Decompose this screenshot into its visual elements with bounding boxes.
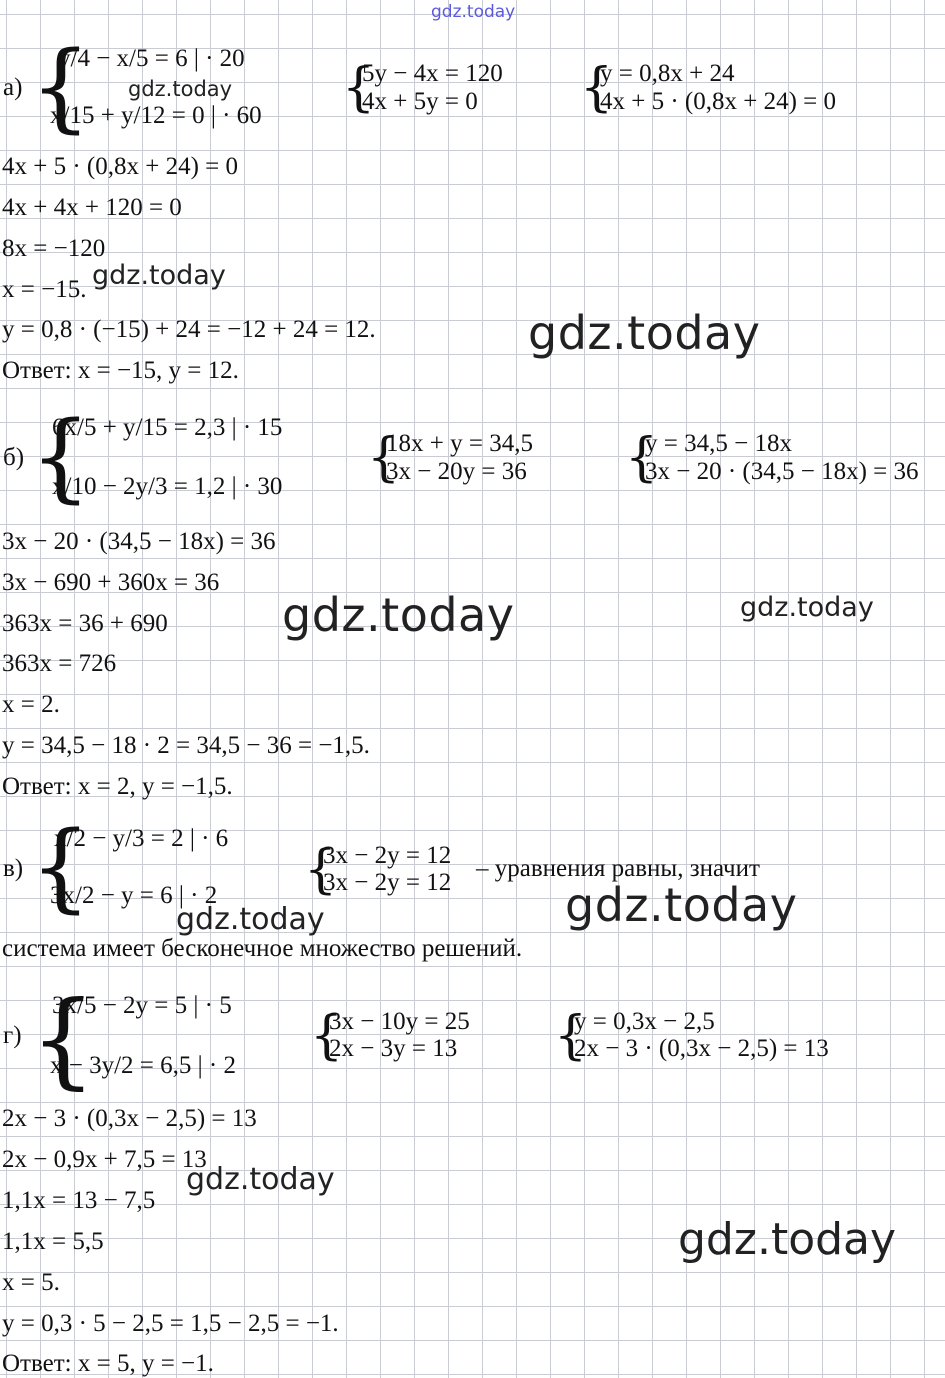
watermark-g-1: gdz.today <box>186 1162 335 1197</box>
brace-a-2: { <box>342 58 376 118</box>
part-a-step-5: y = 0,8 · (−15) + 24 = −12 + 24 = 12. <box>2 316 376 343</box>
part-a-answer: Ответ: x = −15, y = 12. <box>2 357 239 384</box>
watermark-a-1: gdz.today <box>128 77 233 101</box>
part-g-system1-eq2: x − 3y/2 = 6,5 | · 2 <box>50 1052 236 1079</box>
watermark-top: gdz.today <box>431 2 516 22</box>
brace-g-1: { <box>30 978 97 1100</box>
brace-a-1: { <box>30 31 92 143</box>
part-a-step-2: 4x + 4x + 120 = 0 <box>2 194 182 221</box>
part-b-step-1: 3x − 20 · (34,5 − 18x) = 36 <box>2 528 276 555</box>
part-b-system2-eq2: 3x − 20y = 36 <box>386 458 527 485</box>
part-a-system1-eq1: y/4 − x/5 = 6 | · 20 <box>58 45 245 72</box>
part-v-system1-eq2: 3x/2 − y = 6 | · 2 <box>50 882 218 909</box>
part-v-conclusion: система имеет бесконечное множество решений. <box>2 935 523 962</box>
brace-g-2: { <box>310 1006 344 1066</box>
part-a-step-4: x = −15. <box>2 276 87 303</box>
part-a-system1-eq2: x/15 + y/12 = 0 | · 60 <box>50 102 262 129</box>
watermark-a-2: gdz.today <box>92 260 226 291</box>
part-b-system3-eq1: y = 34,5 − 18x <box>645 430 792 457</box>
part-b-step-6: y = 34,5 − 18 · 2 = 34,5 − 36 = −1,5. <box>2 732 370 759</box>
part-g-step-2: 2x − 0,9x + 7,5 = 13 <box>2 1146 207 1173</box>
watermark-v-2: gdz.today <box>565 878 798 932</box>
watermark-g-2: gdz.today <box>678 1214 897 1265</box>
part-b-step-2: 3x − 690 + 360x = 36 <box>2 569 220 596</box>
part-a-label: а) <box>3 74 23 101</box>
part-b-step-5: x = 2. <box>2 691 60 718</box>
part-g-system2-eq2: 2x − 3y = 13 <box>329 1035 458 1062</box>
part-a-system2-eq1: 5y − 4x = 120 <box>362 60 503 87</box>
part-g-answer: Ответ: x = 5, y = −1. <box>2 1350 214 1377</box>
watermark-a-3: gdz.today <box>528 306 761 360</box>
part-b-system1-eq1: 6x/5 + y/15 = 2,3 | · 15 <box>52 414 283 441</box>
brace-b-2: { <box>367 428 401 488</box>
watermark-v-1: gdz.today <box>176 902 325 937</box>
part-a-step-1: 4x + 5 · (0,8x + 24) = 0 <box>2 153 239 180</box>
part-g-step-5: x = 5. <box>2 1269 60 1296</box>
part-g-step-6: y = 0,3 · 5 − 2,5 = 1,5 − 2,5 = −1. <box>2 1310 339 1337</box>
part-a-step-3: 8x = −120 <box>2 235 106 262</box>
part-v-note: – уравнения равны, значит <box>476 855 760 882</box>
part-g-step-4: 1,1x = 5,5 <box>2 1228 104 1255</box>
part-g-step-3: 1,1x = 13 − 7,5 <box>2 1187 156 1214</box>
part-v-system2-eq1: 3x − 2y = 12 <box>323 842 452 869</box>
part-v-label: в) <box>3 855 24 882</box>
part-a-system2-eq2: 4x + 5y = 0 <box>362 88 478 115</box>
brace-b-1: { <box>30 401 92 513</box>
part-g-system3-eq2: 2x − 3 · (0,3x − 2,5) = 13 <box>574 1035 829 1062</box>
part-b-system2-eq1: 18x + y = 34,5 <box>386 430 533 457</box>
part-g-label: г) <box>3 1022 22 1049</box>
part-a-system3-eq1: y = 0,8x + 24 <box>600 60 735 87</box>
part-g-system1-eq1: 3x/5 − 2y = 5 | · 5 <box>52 992 232 1019</box>
part-b-system3-eq2: 3x − 20 · (34,5 − 18x) = 36 <box>645 458 919 485</box>
part-g-step-1: 2x − 3 · (0,3x − 2,5) = 13 <box>2 1105 257 1132</box>
part-a-system3-eq2: 4x + 5 · (0,8x + 24) = 0 <box>600 88 837 115</box>
brace-v-2: { <box>304 840 338 900</box>
brace-g-3: { <box>554 1006 588 1066</box>
brace-v-1: { <box>30 811 92 923</box>
part-g-system2-eq1: 3x − 10y = 25 <box>329 1008 470 1035</box>
brace-b-3: { <box>625 428 659 488</box>
watermark-b-2: gdz.today <box>740 592 874 623</box>
part-b-system1-eq2: x/10 − 2y/3 = 1,2 | · 30 <box>52 473 283 500</box>
part-v-system1-eq1: x/2 − y/3 = 2 | · 6 <box>54 825 229 852</box>
brace-a-3: { <box>580 58 614 118</box>
part-b-step-4: 363x = 726 <box>2 650 117 677</box>
part-g-system3-eq1: y = 0,3x − 2,5 <box>574 1008 715 1035</box>
part-v-system2-eq2: 3x − 2y = 12 <box>323 869 452 896</box>
watermark-b-1: gdz.today <box>282 588 515 642</box>
part-b-answer: Ответ: x = 2, y = −1,5. <box>2 773 233 800</box>
part-b-label: б) <box>3 444 25 471</box>
part-b-step-3: 363x = 36 + 690 <box>2 610 168 637</box>
